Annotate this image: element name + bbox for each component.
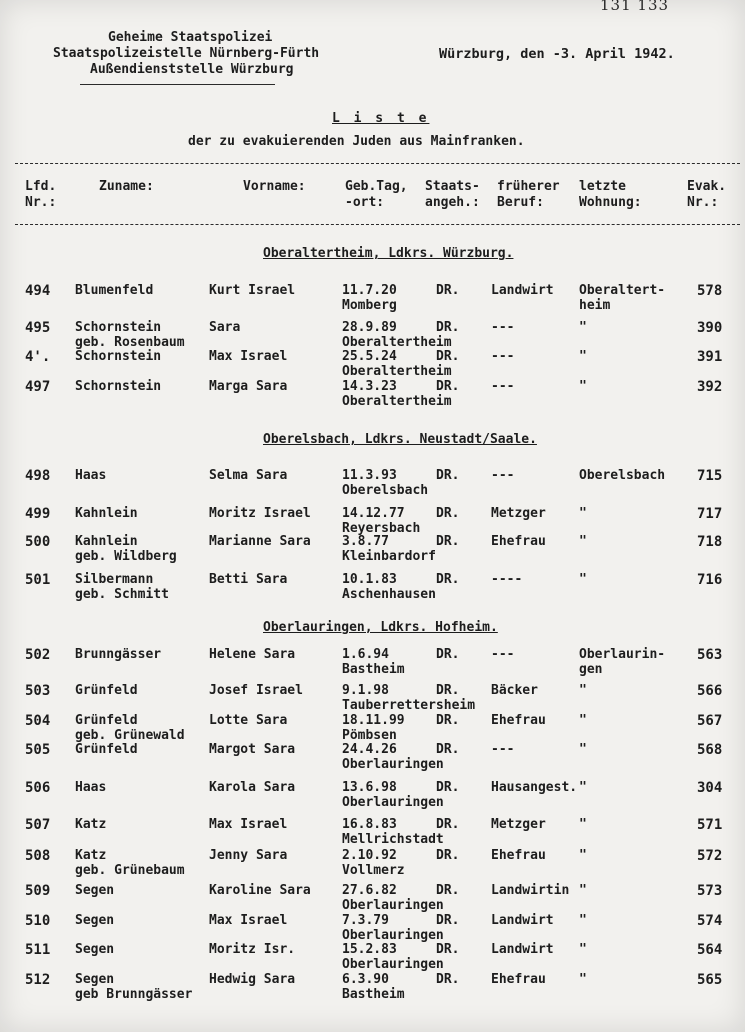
row-number: 505 (25, 742, 51, 758)
maiden-name: geb. Grünebaum (75, 863, 185, 878)
birth-place: Pömbsen (342, 728, 397, 743)
row-number: 511 (25, 942, 51, 958)
maiden-name: geb. Wildberg (75, 549, 177, 564)
table-row (0, 683, 745, 713)
occupation: --- (491, 647, 515, 662)
document-date: Würzburg, den -3. April 1942. (439, 46, 675, 62)
table-row (0, 647, 745, 677)
citizenship: DR. (436, 780, 460, 795)
citizenship: DR. (436, 883, 460, 898)
evacuation-number: 567 (697, 713, 723, 729)
last-residence: " (579, 942, 587, 957)
first-name: Max Israel (209, 817, 288, 832)
table-row (0, 506, 745, 536)
first-name: Helene Sara (209, 647, 296, 662)
occupation: ---- (491, 572, 523, 587)
evacuation-number: 572 (697, 848, 723, 864)
row-number: 503 (25, 683, 51, 699)
birth-date: 2.10.92 (342, 848, 397, 863)
last-residence: Oberaltert- (579, 283, 666, 298)
maiden-name: geb. Schmitt (75, 587, 169, 602)
row-number: 499 (25, 506, 51, 522)
last-residence: " (579, 848, 587, 863)
birth-date: 3.8.77 (342, 534, 389, 549)
birth-date: 11.3.93 (342, 468, 397, 483)
occupation: Landwirtin (491, 883, 570, 898)
row-number: 500 (25, 534, 51, 550)
evacuation-number: 574 (697, 913, 723, 929)
last-residence: " (579, 379, 587, 394)
header-rule-top (15, 163, 740, 164)
birth-place: Aschenhausen (342, 587, 436, 602)
citizenship: DR. (436, 572, 460, 587)
maiden-name: geb. Rosenbaum (75, 335, 185, 350)
surname: Katz (75, 817, 107, 832)
surname: Schornstein (75, 349, 162, 364)
first-name: Hedwig Sara (209, 972, 296, 987)
letterhead-line-1: Geheime Staatspolizei (108, 30, 273, 45)
letterhead-underline (80, 84, 275, 85)
first-name: Kurt Israel (209, 283, 296, 298)
birth-date: 1.6.94 (342, 647, 389, 662)
document-title: L i s t e (332, 111, 430, 126)
first-name: Jenny Sara (209, 848, 288, 863)
first-name: Max Israel (209, 913, 288, 928)
birth-date: 16.8.83 (342, 817, 397, 832)
surname: Segen (75, 942, 115, 957)
row-number: 497 (25, 379, 51, 395)
col-beruf-2: Beruf: (497, 195, 544, 210)
birth-date: 9.1.98 (342, 683, 389, 698)
birth-place: Tauberrettersheim (342, 698, 476, 713)
birth-date: 10.1.83 (342, 572, 397, 587)
birth-date: 18.11.99 (342, 713, 405, 728)
row-number: 509 (25, 883, 51, 899)
evacuation-number: 392 (697, 379, 723, 395)
birth-date: 27.6.82 (342, 883, 397, 898)
table-row (0, 468, 745, 498)
table-row (0, 742, 745, 772)
occupation: Ehefrau (491, 713, 546, 728)
table-row (0, 913, 745, 943)
birth-date: 15.2.83 (342, 942, 397, 957)
surname: Segen (75, 913, 115, 928)
birth-place: Oberaltertheim (342, 364, 452, 379)
citizenship: DR. (436, 942, 460, 957)
citizenship: DR. (436, 283, 460, 298)
last-residence: " (579, 320, 587, 335)
last-residence: " (579, 817, 587, 832)
last-residence: " (579, 572, 587, 587)
first-name: Karoline Sara (209, 883, 311, 898)
last-residence: Oberelsbach (579, 468, 666, 483)
surname: Brunngässer (75, 647, 162, 662)
first-name: Selma Sara (209, 468, 288, 483)
birth-place: Bastheim (342, 662, 405, 677)
occupation: --- (491, 742, 515, 757)
surname: Segen (75, 972, 115, 987)
col-evak-1: Evak. (687, 179, 727, 194)
evacuation-number: 391 (697, 349, 723, 365)
row-number: 495 (25, 320, 51, 336)
occupation: Ehefrau (491, 848, 546, 863)
birth-place: Reyersbach (342, 521, 421, 536)
occupation: Ehefrau (491, 534, 546, 549)
maiden-name: geb. Grünewald (75, 728, 185, 743)
last-residence-cont: gen (579, 662, 603, 677)
surname: Haas (75, 780, 107, 795)
col-vorname: Vorname: (243, 179, 306, 194)
citizenship: DR. (436, 468, 460, 483)
occupation: Landwirt (491, 283, 554, 298)
last-residence: " (579, 534, 587, 549)
evacuation-number: 573 (697, 883, 723, 899)
birth-place: Oberlauringen (342, 928, 444, 943)
surname: Grünfeld (75, 713, 138, 728)
first-name: Moritz Isr. (209, 942, 296, 957)
birth-date: 11.7.20 (342, 283, 397, 298)
evacuation-number: 304 (697, 780, 723, 796)
row-number: 510 (25, 913, 51, 929)
occupation: Hausangest. (491, 780, 578, 795)
last-residence: Oberlaurin- (579, 647, 666, 662)
row-number: 4'. (25, 349, 51, 365)
last-residence: " (579, 506, 587, 521)
first-name: Betti Sara (209, 572, 288, 587)
row-number: 501 (25, 572, 51, 588)
evacuation-number: 571 (697, 817, 723, 833)
citizenship: DR. (436, 848, 460, 863)
citizenship: DR. (436, 683, 460, 698)
citizenship: DR. (436, 534, 460, 549)
last-residence: " (579, 883, 587, 898)
surname: Blumenfeld (75, 283, 154, 298)
table-row (0, 283, 745, 313)
evacuation-number: 718 (697, 534, 723, 550)
citizenship: DR. (436, 506, 460, 521)
last-residence-cont: heim (579, 298, 611, 313)
birth-date: 6.3.90 (342, 972, 389, 987)
surname: Silbermann (75, 572, 154, 587)
surname: Grünfeld (75, 683, 138, 698)
surname: Schornstein (75, 320, 162, 335)
citizenship: DR. (436, 713, 460, 728)
surname: Schornstein (75, 379, 162, 394)
first-name: Josef Israel (209, 683, 303, 698)
occupation: --- (491, 320, 515, 335)
section-heading: Oberlauringen, Ldkrs. Hofheim. (263, 620, 498, 635)
birth-place: Oberlauringen (342, 795, 444, 810)
birth-date: 14.12.77 (342, 506, 405, 521)
birth-place: Momberg (342, 298, 397, 313)
last-residence: " (579, 742, 587, 757)
table-row (0, 713, 745, 743)
birth-date: 7.3.79 (342, 913, 389, 928)
col-staat-2: angeh.: (425, 195, 480, 210)
citizenship: DR. (436, 320, 460, 335)
first-name: Moritz Israel (209, 506, 311, 521)
evacuation-number: 563 (697, 647, 723, 663)
birth-place: Bastheim (342, 987, 405, 1002)
table-row (0, 817, 745, 847)
first-name: Karola Sara (209, 780, 296, 795)
last-residence: " (579, 972, 587, 987)
occupation: Landwirt (491, 942, 554, 957)
row-number: 494 (25, 283, 51, 299)
col-evak-2: Nr.: (687, 195, 719, 210)
evacuation-number: 578 (697, 283, 723, 299)
evacuation-number: 715 (697, 468, 723, 484)
evacuation-number: 717 (697, 506, 723, 522)
col-wohnung-2: Wohnung: (579, 195, 642, 210)
row-number: 498 (25, 468, 51, 484)
col-staat-1: Staats- (425, 179, 480, 194)
first-name: Marianne Sara (209, 534, 311, 549)
birth-place: Oberlauringen (342, 898, 444, 913)
table-row (0, 349, 745, 379)
row-number: 504 (25, 713, 51, 729)
col-wohnung-1: letzte (579, 179, 626, 194)
corner-page-marks: 131 133 (600, 0, 670, 14)
table-row (0, 534, 745, 564)
birth-date: 24.4.26 (342, 742, 397, 757)
birth-place: Mellrichstadt (342, 832, 444, 847)
last-residence: " (579, 349, 587, 364)
birth-place: Kleinbardorf (342, 549, 436, 564)
surname: Kahnlein (75, 534, 138, 549)
birth-place: Oberlauringen (342, 957, 444, 972)
letterhead-line-2: Staatspolizeistelle Nürnberg-Fürth (53, 46, 320, 61)
table-row (0, 883, 745, 913)
occupation: Ehefrau (491, 972, 546, 987)
first-name: Margot Sara (209, 742, 296, 757)
citizenship: DR. (436, 742, 460, 757)
row-number: 508 (25, 848, 51, 864)
occupation: Metzger (491, 817, 546, 832)
row-number: 502 (25, 647, 51, 663)
table-row (0, 972, 745, 1002)
last-residence: " (579, 780, 587, 795)
last-residence: " (579, 683, 587, 698)
evacuation-number: 390 (697, 320, 723, 336)
last-residence: " (579, 913, 587, 928)
evacuation-number: 716 (697, 572, 723, 588)
col-beruf-1: früherer (497, 179, 560, 194)
citizenship: DR. (436, 379, 460, 394)
col-geb-1: Geb.Tag, (345, 179, 408, 194)
birth-place: Vollmerz (342, 863, 405, 878)
birth-date: 25.5.24 (342, 349, 397, 364)
occupation: --- (491, 468, 515, 483)
surname: Segen (75, 883, 115, 898)
birth-place: Oberaltertheim (342, 335, 452, 350)
first-name: Sara (209, 320, 241, 335)
surname: Haas (75, 468, 107, 483)
header-rule-bottom (15, 224, 740, 225)
birth-date: 28.9.89 (342, 320, 397, 335)
maiden-name: geb Brunngässer (75, 987, 193, 1002)
surname: Grünfeld (75, 742, 138, 757)
table-row (0, 848, 745, 878)
birth-place: Oberlauringen (342, 757, 444, 772)
table-row (0, 320, 745, 350)
evacuation-number: 566 (697, 683, 723, 699)
evacuation-number: 565 (697, 972, 723, 988)
evacuation-number: 568 (697, 742, 723, 758)
table-row (0, 379, 745, 409)
occupation: Metzger (491, 506, 546, 521)
surname: Katz (75, 848, 107, 863)
col-nr-1: Lfd. (25, 179, 57, 194)
table-row (0, 780, 745, 810)
birth-date: 14.3.23 (342, 379, 397, 394)
row-number: 507 (25, 817, 51, 833)
first-name: Marga Sara (209, 379, 288, 394)
occupation: --- (491, 379, 515, 394)
section-heading: Oberaltertheim, Ldkrs. Würzburg. (263, 246, 514, 261)
occupation: --- (491, 349, 515, 364)
row-number: 506 (25, 780, 51, 796)
citizenship: DR. (436, 972, 460, 987)
evacuation-number: 564 (697, 942, 723, 958)
first-name: Max Israel (209, 349, 288, 364)
citizenship: DR. (436, 913, 460, 928)
birth-place: Oberaltertheim (342, 394, 452, 409)
col-zuname: Zuname: (99, 179, 154, 194)
table-row (0, 942, 745, 972)
letterhead-line-3: Außendienststelle Würzburg (90, 62, 294, 77)
col-geb-2: -ort: (345, 195, 385, 210)
citizenship: DR. (436, 817, 460, 832)
occupation: Bäcker (491, 683, 538, 698)
birth-place: Oberelsbach (342, 483, 429, 498)
col-nr-2: Nr.: (25, 195, 57, 210)
citizenship: DR. (436, 647, 460, 662)
birth-date: 13.6.98 (342, 780, 397, 795)
last-residence: " (579, 713, 587, 728)
document-subtitle: der zu evakuierenden Juden aus Mainfranken. (188, 134, 525, 149)
citizenship: DR. (436, 349, 460, 364)
section-heading: Oberelsbach, Ldkrs. Neustadt/Saale. (263, 432, 537, 447)
surname: Kahnlein (75, 506, 138, 521)
table-row (0, 572, 745, 602)
row-number: 512 (25, 972, 51, 988)
first-name: Lotte Sara (209, 713, 288, 728)
occupation: Landwirt (491, 913, 554, 928)
